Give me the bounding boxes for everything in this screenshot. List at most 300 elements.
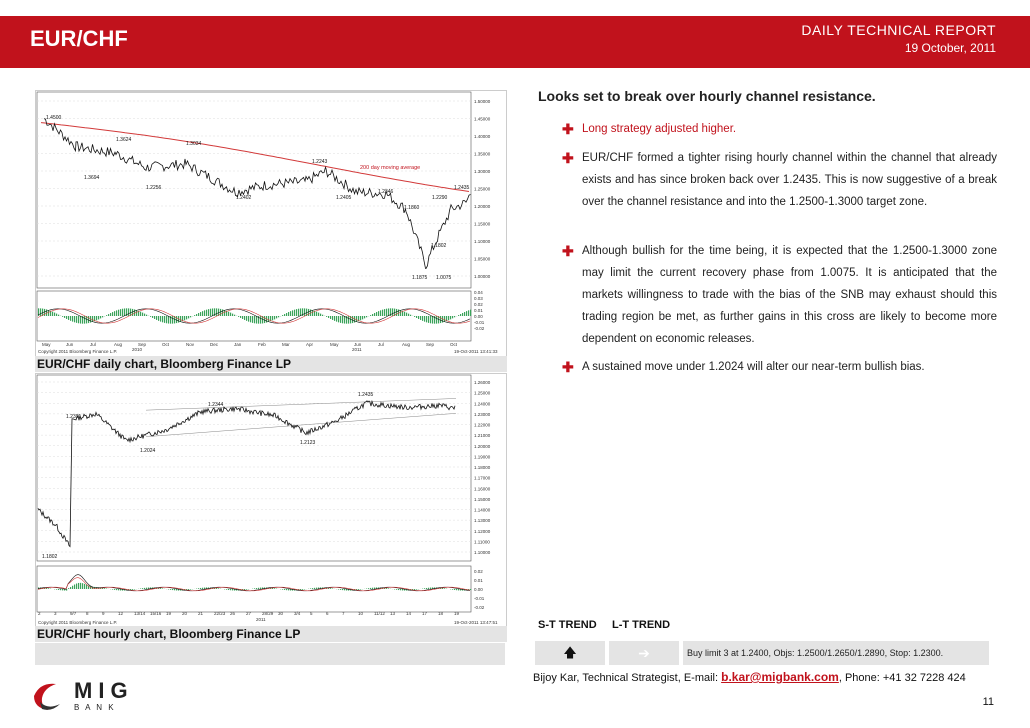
daily-month-label: Nov (186, 342, 195, 347)
daily-osc-bar (338, 316, 339, 322)
hourly-osc-bar (368, 588, 369, 589)
hourly-osc-bar (454, 589, 455, 590)
daily-osc-bar (374, 313, 375, 316)
hourly-price-label: 1.2344 (208, 402, 224, 408)
hourly-day-label: 19 (454, 611, 460, 616)
hourly-day-label: 13 (390, 611, 396, 616)
daily-osc-bar (290, 311, 291, 316)
hourly-osc-bar (216, 588, 217, 589)
daily-price-label: 1.3694 (84, 175, 100, 181)
daily-osc-bar (342, 316, 343, 323)
daily-osc-bar (334, 316, 335, 321)
daily-osc-bar (388, 308, 389, 316)
daily-axis-tick: 1.10000 (474, 239, 491, 244)
hourly-osc-bar (372, 588, 373, 589)
daily-osc-bar (96, 316, 97, 320)
hourly-price-label: 1.2435 (358, 392, 374, 398)
daily-osc-bar (376, 312, 377, 316)
daily-year-label: 2011 (352, 347, 362, 352)
daily-osc-bar (416, 316, 417, 318)
daily-osc-bar (286, 313, 287, 316)
hourly-day-label: 9 (102, 611, 105, 616)
daily-month-label: Jul (378, 342, 384, 347)
hourly-stamp: 19-Oct-2011 13:47:51 (454, 620, 498, 625)
hourly-osc-bar (424, 588, 425, 589)
hourly-day-label: 20 (182, 611, 188, 616)
daily-osc-bar (356, 316, 357, 322)
daily-axis-tick: 1.25000 (474, 186, 491, 192)
bullet-text: Long strategy adjusted higher. (582, 123, 737, 135)
daily-osc-bar (386, 309, 387, 316)
hourly-osc-bar (62, 589, 63, 590)
daily-osc-bar (316, 312, 317, 316)
hourly-price-label: 1.1802 (42, 554, 58, 560)
hourly-osc-bar (338, 589, 339, 590)
hourly-osc-bar (172, 589, 173, 590)
hourly-osc-bar (444, 588, 445, 589)
daily-osc-bar (300, 308, 301, 316)
daily-osc-tick: -0.01 (474, 320, 485, 325)
bullet-text: Although bullish for the time being, it is expected that the 1.2500-1.3000 zone may limit the current recovery phase from 1.0075. It is anticipated that the markets willingness to trade with the bias of the SNB may exhaust should this trading region be met, as further gains in this cross are likely to become more dependent on economic releases. (582, 245, 997, 345)
hourly-caption-pad (35, 643, 505, 665)
daily-osc-bar (440, 316, 441, 323)
hourly-day-label: 26 (230, 611, 236, 616)
daily-chart-caption: EUR/CHF daily chart, Bloomberg Finance LP (35, 356, 507, 372)
hourly-axis-tick: 1.11000 (474, 539, 490, 545)
daily-month-label: Apr (306, 342, 314, 347)
daily-osc-bar (248, 316, 249, 322)
daily-osc-tick: 0.04 (474, 290, 483, 295)
daily-osc-bar (452, 316, 453, 318)
daily-osc-bar (282, 315, 283, 316)
strategy-text: Buy limit 3 at 1.2400, Objs: 1.2500/1.2650/1.2890, Stop: 1.2300. (683, 641, 989, 665)
hourly-osc-bar (416, 589, 417, 590)
daily-osc-bar (44, 309, 45, 316)
daily-osc-bar (410, 315, 411, 316)
bullet-cross-icon: ✚ (562, 359, 574, 375)
hourly-osc-bar (160, 588, 161, 589)
hourly-osc-bar (60, 589, 61, 590)
daily-osc-bar (298, 309, 299, 316)
hourly-osc-bar (116, 589, 117, 590)
hourly-day-label: 28/29 (262, 611, 274, 616)
logo-subtext: B A N K (74, 703, 116, 712)
hourly-osc-bar (370, 588, 371, 589)
daily-osc-bar (360, 316, 361, 320)
phone-text: , Phone: +41 32 7228 424 (838, 672, 966, 684)
hourly-osc-tick: 0.02 (474, 569, 483, 574)
hourly-osc-bar (360, 589, 361, 590)
hourly-price-panel (37, 375, 471, 561)
hourly-chart-svg (36, 374, 506, 626)
daily-month-label: Sep (138, 342, 147, 347)
daily-osc-bar (268, 316, 269, 322)
daily-osc-bar (40, 308, 41, 316)
daily-month-label: May (330, 342, 339, 347)
hourly-osc-bar (426, 588, 427, 589)
bullet-cross-icon: ✚ (562, 150, 574, 166)
daily-osc-bar (362, 316, 363, 319)
daily-osc-bar (352, 316, 353, 323)
daily-osc-bar (52, 312, 53, 316)
daily-osc-bar (246, 316, 247, 321)
hourly-osc-bar (256, 588, 257, 589)
daily-osc-tick: 0.03 (474, 296, 483, 301)
st-trend-arrow-up-icon: 🡅 (535, 641, 605, 665)
daily-osc-bar (432, 316, 433, 324)
daily-osc-bar (180, 316, 181, 322)
daily-osc-bar (216, 308, 217, 316)
hourly-osc-bar (226, 589, 227, 590)
daily-osc-bar (454, 316, 455, 317)
hourly-osc-bar (68, 588, 69, 589)
daily-osc-bar (84, 316, 85, 324)
hourly-osc-bar (260, 588, 261, 589)
daily-axis-tick: 1.50000 (474, 99, 491, 104)
hourly-day-label: 8 (86, 611, 89, 616)
daily-osc-bar (58, 315, 59, 316)
hourly-price-label: 1.2123 (300, 440, 316, 446)
daily-osc-bar (284, 314, 285, 316)
hourly-osc-bar (344, 589, 345, 590)
daily-osc-bar (220, 309, 221, 316)
hourly-osc-bar (398, 589, 399, 590)
daily-osc-bar (462, 313, 463, 316)
daily-osc-bar (420, 316, 421, 320)
hourly-osc-bar (330, 588, 331, 589)
daily-osc-bar (340, 316, 341, 323)
daily-osc-bar (162, 316, 163, 322)
daily-osc-bar (444, 316, 445, 322)
daily-osc-bar (110, 313, 111, 316)
daily-osc-bar (322, 315, 323, 316)
daily-chart (35, 90, 507, 358)
hourly-axis-tick: 1.19000 (474, 454, 491, 460)
daily-osc-bar (294, 310, 295, 316)
daily-osc-bar (272, 316, 273, 320)
daily-year-label: 2010 (132, 347, 143, 352)
daily-osc-bar (160, 316, 161, 322)
daily-chart-svg (36, 91, 506, 357)
hourly-osc-bar (302, 589, 303, 590)
daily-axis-tick: 1.35000 (474, 151, 491, 157)
hourly-osc-bar (104, 588, 105, 589)
daily-price-label: 1.2405 (336, 195, 352, 201)
daily-osc-bar (426, 316, 427, 322)
hourly-day-label: 14 (406, 611, 412, 616)
daily-osc-tick: 0.01 (474, 308, 483, 313)
daily-osc-bar (188, 316, 189, 318)
daily-osc-bar (48, 310, 49, 316)
daily-osc-bar (54, 313, 55, 316)
hourly-osc-bar (174, 589, 175, 590)
hourly-axis-tick: 1.20000 (474, 443, 491, 449)
daily-osc-bar (256, 316, 257, 324)
daily-osc-bar (348, 316, 349, 324)
hourly-axis-tick: 1.16000 (474, 486, 491, 492)
daily-axis-tick: 1.30000 (474, 169, 491, 174)
hourly-osc-bar (314, 588, 315, 589)
daily-osc-bar (422, 316, 423, 321)
hourly-day-label: 13/14 (134, 611, 146, 616)
st-trend-label: S-T TREND (538, 619, 597, 631)
hourly-osc-bar (48, 588, 49, 589)
daily-month-label: Jun (66, 342, 74, 347)
hourly-copyright: Copyright 2011 Bloomberg Finance L.P. (38, 620, 118, 625)
hourly-axis-tick: 1.23000 (474, 411, 491, 417)
hourly-day-label: 3 (54, 611, 57, 616)
daily-osc-bar (470, 310, 471, 316)
hourly-axis-tick: 1.15000 (474, 496, 491, 502)
mig-bank-logo (30, 676, 150, 712)
ma-label: 200 day moving average (360, 165, 421, 171)
hourly-osc-bar (400, 589, 401, 590)
hourly-day-label: 5 (310, 611, 313, 616)
daily-osc-bar (392, 308, 393, 316)
daily-osc-bar (380, 310, 381, 316)
daily-osc-bar (312, 310, 313, 316)
daily-osc-bar (56, 314, 57, 316)
hourly-osc-bar (316, 588, 317, 589)
daily-osc-bar (194, 315, 195, 316)
daily-osc-bar (88, 316, 89, 323)
hourly-osc-bar (402, 589, 403, 590)
daily-month-label: Oct (162, 342, 170, 347)
daily-osc-bar (164, 316, 165, 323)
hourly-day-label: 21 (198, 611, 204, 616)
daily-osc-bar (80, 316, 81, 324)
hourly-axis-tick: 1.25000 (474, 390, 491, 396)
analysis-headline: Looks set to break over hourly channel resistance. (538, 88, 876, 104)
lt-trend-arrow-right-icon: ➔ (609, 641, 679, 665)
hourly-osc-bar (84, 584, 85, 589)
daily-osc-bar (418, 316, 419, 319)
bullet-cross-icon: ✚ (562, 243, 574, 259)
daily-price-label: 1.0075 (436, 275, 452, 281)
hourly-osc-bar (458, 589, 459, 590)
hourly-osc-bar (230, 589, 231, 590)
hourly-axis-tick: 1.21000 (474, 433, 491, 439)
daily-osc-tick: 0.02 (474, 302, 483, 307)
hourly-osc-bar (170, 589, 171, 590)
hourly-osc-bar (386, 588, 387, 589)
hourly-osc-bar (200, 588, 201, 589)
daily-osc-bar (414, 316, 415, 317)
author-text: Bijoy Kar, Technical Strategist, E-mail: (533, 672, 722, 684)
daily-osc-bar (224, 310, 225, 316)
daily-osc-bar (436, 316, 437, 324)
hourly-osc-bar (56, 589, 57, 590)
hourly-osc-bar (288, 589, 289, 590)
hourly-day-label: 18 (438, 611, 444, 616)
daily-osc-bar (292, 310, 293, 316)
daily-osc-tick: -0.02 (474, 326, 485, 331)
hourly-day-label: 19 (166, 611, 172, 616)
daily-osc-bar (166, 316, 167, 323)
daily-month-label: Jan (234, 342, 242, 347)
daily-month-label: Dec (210, 342, 219, 347)
daily-osc-bar (128, 308, 129, 316)
daily-price-label: 1.1802 (431, 243, 447, 249)
daily-osc-bar (318, 313, 319, 316)
hourly-osc-bar (76, 584, 77, 589)
hourly-osc-bar (358, 589, 359, 590)
daily-osc-bar (228, 312, 229, 316)
hourly-day-label: 6 (326, 611, 329, 616)
daily-osc-bar (254, 316, 255, 323)
daily-osc-bar (404, 312, 405, 316)
logo-text: MIG (74, 678, 134, 703)
hourly-osc-bar (86, 585, 87, 589)
author-line (533, 670, 966, 684)
hourly-osc-bar (144, 588, 145, 589)
daily-osc-bar (320, 314, 321, 316)
hourly-osc-bar (340, 589, 341, 590)
report-title: DAILY TECHNICAL REPORT (801, 22, 996, 38)
hourly-price-label: 1.2391 (66, 414, 82, 420)
daily-axis-tick: 1.20000 (474, 204, 491, 209)
daily-osc-bar (106, 315, 107, 316)
daily-osc-bar (372, 314, 373, 316)
hourly-osc-bar (218, 588, 219, 589)
hourly-day-label: 12 (118, 611, 124, 616)
hourly-axis-tick: 1.13000 (474, 518, 491, 524)
daily-osc-bar (384, 309, 385, 316)
hourly-axis-tick: 1.18000 (474, 465, 491, 470)
hourly-osc-bar (470, 589, 471, 590)
hourly-year: 2011 (256, 617, 266, 622)
daily-osc-bar (200, 312, 201, 316)
hourly-osc-bar (176, 589, 177, 590)
hourly-osc-bar (430, 588, 431, 589)
hourly-osc-bar (114, 589, 115, 590)
daily-stamp: 19-Oct-2011 13:41:33 (454, 349, 498, 354)
daily-osc-bar (344, 316, 345, 324)
daily-month-label: Aug (114, 342, 123, 347)
daily-osc-bar (234, 315, 235, 316)
hourly-osc-bar (342, 589, 343, 590)
daily-osc-bar (240, 316, 241, 318)
daily-month-label: Jun (354, 342, 362, 347)
hourly-osc-bar (282, 589, 283, 590)
daily-month-label: Mar (282, 342, 290, 347)
daily-osc-bar (102, 316, 103, 317)
daily-osc-bar (210, 309, 211, 316)
daily-osc-bar (100, 316, 101, 318)
daily-osc-bar (336, 316, 337, 322)
daily-osc-bar (98, 316, 99, 319)
hourly-day-label: 17 (422, 611, 428, 616)
daily-price-label: 1.3624 (116, 137, 132, 143)
daily-osc-bar (114, 311, 115, 316)
hourly-osc-bar (146, 588, 147, 589)
hourly-osc-bar (74, 585, 75, 589)
daily-osc-bar (132, 309, 133, 316)
hourly-osc-bar (374, 588, 375, 589)
daily-osc-bar (424, 316, 425, 322)
daily-osc-bar (70, 316, 71, 321)
daily-month-label: Feb (258, 342, 266, 347)
daily-price-label: 1.1875 (412, 275, 428, 281)
daily-osc-bar (450, 316, 451, 319)
hourly-osc-bar (396, 589, 397, 590)
hourly-osc-bar (204, 588, 205, 589)
hourly-osc-bar (118, 589, 119, 590)
daily-osc-bar (202, 311, 203, 316)
hourly-osc-bar (162, 588, 163, 589)
hourly-osc-tick: -0.02 (474, 605, 485, 610)
daily-price-label: 1.4500 (46, 115, 62, 121)
daily-osc-bar (260, 316, 261, 324)
daily-osc-bar (156, 316, 157, 320)
daily-price-label: 1.2435 (454, 185, 470, 191)
daily-osc-bar (186, 316, 187, 319)
hourly-osc-bar (132, 589, 133, 590)
hourly-day-label: 9/7 (70, 611, 77, 616)
bullet-cross-icon: ✚ (562, 121, 574, 137)
daily-osc-bar (464, 312, 465, 316)
daily-osc-bar (208, 309, 209, 316)
hourly-osc-bar (140, 588, 141, 589)
hourly-osc-bar (198, 588, 199, 589)
hourly-osc-bar (134, 589, 135, 590)
hourly-osc-bar (70, 587, 71, 589)
hourly-day-label: 30 (278, 611, 284, 616)
hourly-chart-caption: EUR/CHF hourly chart, Bloomberg Finance LP (35, 626, 507, 642)
hourly-day-label: 11/12 (374, 611, 385, 616)
daily-price-label: 1.2256 (146, 185, 162, 191)
hourly-axis-tick: 1.24000 (474, 401, 491, 407)
daily-osc-bar (118, 310, 119, 316)
daily-osc-bar (206, 310, 207, 316)
daily-osc-bar (232, 314, 233, 316)
hourly-osc-bar (310, 588, 311, 589)
hourly-osc-bar (258, 588, 259, 589)
hourly-axis-tick: 1.26000 (474, 380, 491, 385)
daily-osc-bar (250, 316, 251, 322)
daily-osc-bar (274, 316, 275, 319)
daily-month-label: Aug (402, 342, 411, 347)
page-number: 11 (982, 696, 994, 708)
daily-osc-bar (296, 309, 297, 316)
daily-osc-bar (152, 316, 153, 318)
daily-osc-bar (244, 316, 245, 320)
daily-osc-bar (458, 315, 459, 316)
daily-osc-bar (406, 313, 407, 316)
daily-osc-bar (108, 314, 109, 316)
daily-osc-bar (326, 316, 327, 317)
daily-copyright: Copyright 2011 Bloomberg Finance L.P. (38, 349, 118, 354)
daily-osc-bar (330, 316, 331, 319)
daily-osc-bar (308, 309, 309, 316)
daily-price-label: 1.2402 (236, 195, 252, 201)
hourly-osc-bar (246, 589, 247, 590)
daily-osc-bar (430, 316, 431, 323)
daily-price-label: 1.2346 (378, 189, 394, 195)
hourly-axis-tick: 1.17000 (474, 475, 491, 481)
hourly-osc-bar (58, 589, 59, 590)
daily-osc-bar (230, 313, 231, 316)
daily-osc-bar (68, 316, 69, 320)
hourly-osc-tick: -0.01 (474, 596, 485, 601)
daily-osc-bar (400, 310, 401, 316)
email-link[interactable]: b.kar@migbank.com (721, 670, 839, 684)
hourly-day-label: 22/23 (214, 611, 226, 616)
hourly-day-label: 2 (38, 611, 41, 616)
hourly-osc-bar (254, 588, 255, 589)
daily-axis-tick: 1.00000 (474, 274, 491, 279)
daily-osc-bar (304, 308, 305, 316)
